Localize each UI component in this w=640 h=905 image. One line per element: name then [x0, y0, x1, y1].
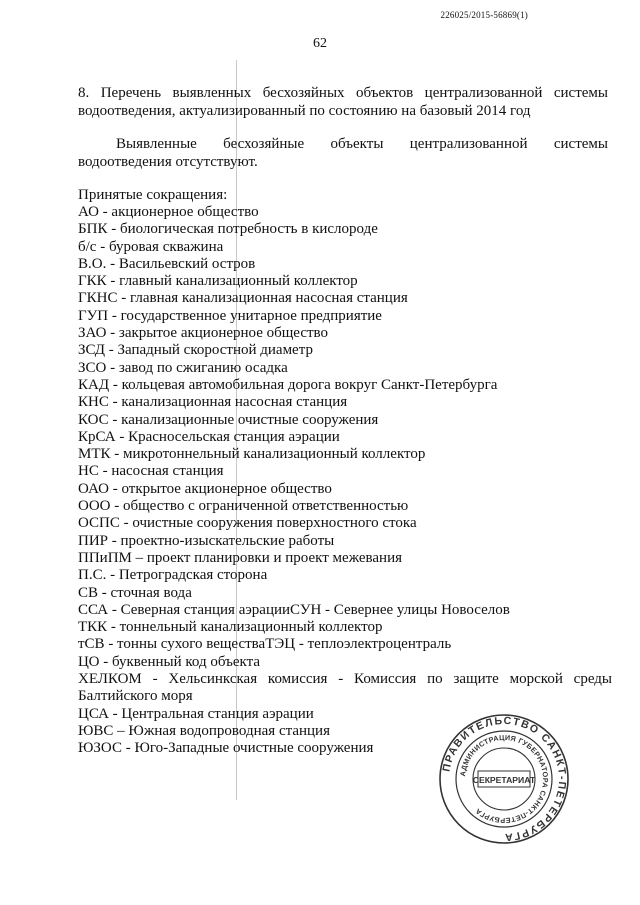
abbreviation-item: ТКК - тоннельный канализационный коллектор	[78, 619, 383, 636]
abbreviation-item: КрСА - Красносельская станция аэрации	[78, 428, 340, 445]
stamp-outer-text: ПРАВИТЕЛЬСТВО САНКТ-ПЕТЕРБУРГА	[440, 714, 569, 844]
abbreviation-item: ЦСА - Центральная станция аэрации	[78, 705, 314, 722]
abbreviation-item: ОАО - открытое акционерное общество	[78, 480, 332, 497]
abbreviation-item: П.С. - Петроградская сторона	[78, 567, 268, 584]
secretariat-stamp	[438, 713, 570, 845]
abbreviation-item: ЮВС – Южная водопроводная станция	[78, 722, 330, 739]
page-number: 62	[313, 36, 327, 51]
abbreviation-item: тСВ - тонны сухого веществаТЭЦ - теплоэлектроцентраль	[78, 636, 452, 653]
section-statement: Выявленные бесхозяйные объекты централизованной системы водоотведения отсутствуют.	[78, 136, 608, 170]
abbreviation-item: КОС - канализационные очистные сооружения	[78, 411, 379, 428]
abbreviation-item: ХЕЛКОМ - Хельсинкская комиссия - Комиссия по защите морской среды Балтийского моря	[78, 671, 612, 705]
abbreviation-item: б/с - буровая скважина	[78, 238, 224, 255]
abbreviation-item: ГКК - главный канализационный коллектор	[78, 273, 358, 290]
abbreviation-item: ЗСД - Западный скоростной диаметр	[78, 342, 313, 359]
abbreviation-item: ССА - Северная станция аэрацииСУН - Севернее улицы Новоселов	[78, 601, 510, 618]
abbreviation-item: ППиПМ – проект планировки и проект межевания	[78, 549, 403, 566]
abbreviations-title: Принятые сокращения:	[78, 187, 228, 203]
abbreviation-item: АО - акционерное общество	[78, 204, 259, 220]
abbreviation-item: ООО - общество с ограниченной ответственностью	[78, 498, 409, 515]
document-reference: 226025/2015-56869(1)	[440, 10, 528, 20]
abbreviation-item: ЗАО - закрытое акционерное общество	[78, 325, 329, 342]
abbreviation-item: ЗСО - завод по сжиганию осадка	[78, 359, 288, 376]
section-heading: 8. Перечень выявленных бесхозяйных объектов централизованной системы водоотведения, актуализированный по состоянию на базовый 2014 год	[78, 85, 608, 119]
abbreviation-item: В.О. - Васильевский остров	[78, 255, 256, 272]
abbreviation-item: КНС - канализационная насосная станция	[78, 394, 348, 411]
abbreviation-item: БПК - биологическая потребность в кислороде	[78, 221, 378, 238]
abbreviation-item: ПИР - проектно-изыскательские работы	[78, 532, 335, 549]
stamp-inner-text: АДМИНИСТРАЦИЯ ГУБЕРНАТОРА САНКТ-ПЕТЕРБУРГА	[458, 732, 551, 826]
abbreviation-item: ГКНС - главная канализационная насосная станция	[78, 290, 408, 307]
stamp-center-text: СЕКРЕТАРИАТ	[472, 775, 536, 785]
abbreviation-item: СВ - сточная вода	[78, 584, 192, 601]
abbreviation-item: ОСПС - очистные сооружения поверхностного стока	[78, 515, 417, 532]
abbreviation-item: ЮЗОС - Юго-Западные очистные сооружения	[78, 740, 374, 757]
abbreviation-item: КАД - кольцевая автомобильная дорога вокруг Санкт-Петербурга	[78, 376, 498, 393]
abbreviation-item: НС - насосная станция	[78, 463, 224, 480]
abbreviations-list	[78, 204, 612, 758]
abbreviation-item: ЦО - буквенный код объекта	[78, 653, 261, 670]
abbreviation-item: МТК - микротоннельный канализационный коллектор	[78, 446, 426, 463]
abbreviation-item: ГУП - государственное унитарное предприятие	[78, 307, 382, 324]
